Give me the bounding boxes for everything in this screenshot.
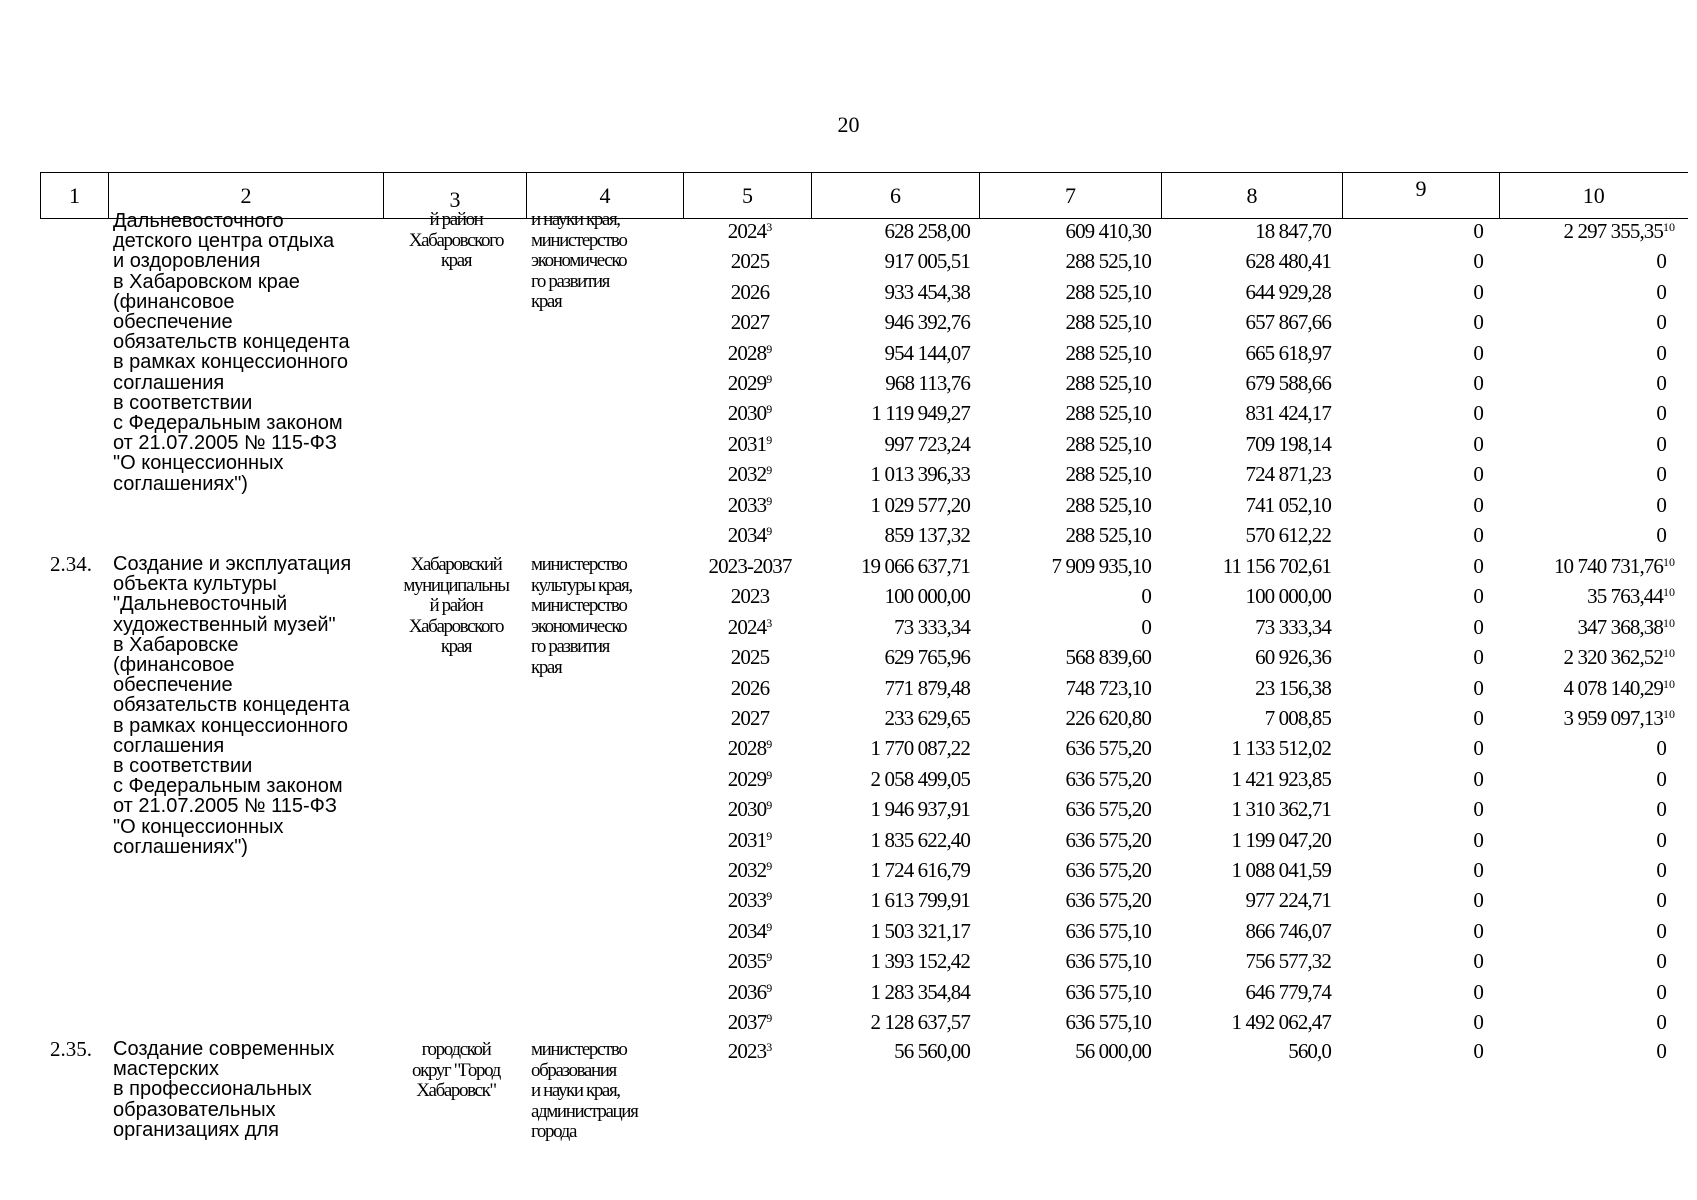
total-cell: 1 835 622,40 xyxy=(870,827,970,852)
year-cell: 2027 xyxy=(730,706,770,730)
federal-budget-cell: 288 525,10 xyxy=(1065,523,1151,547)
regional-budget-cell: 709 198,14 xyxy=(1245,431,1331,456)
regional-budget-cell: 628 480,41 xyxy=(1245,249,1331,274)
local-budget-cell: 0 xyxy=(1473,1010,1483,1034)
regional-budget-cell: 60 926,36 xyxy=(1255,645,1331,670)
regional-budget-cell: 100 000,00 xyxy=(1245,584,1331,609)
total-cell: 73 333,34 xyxy=(894,614,970,639)
federal-budget-cell: 0 xyxy=(1141,614,1151,639)
federal-budget-cell: 288 525,10 xyxy=(1065,249,1151,274)
total-cell: 1 119 949,27 xyxy=(871,401,970,426)
extrabudget-cell: 3 959 097,13$^{10}$ xyxy=(1563,706,1675,730)
measure-description: Создание и эксплуатация объекта культуры "Дальневосточный художественный музей" в Хабаровске (финансовое обеспечение обязательств концедента в рамках концессионного соглашения в соответствии с Федеральным законом от 21.07.2005 № 115-ФЗ "О концессионных соглашениях") xyxy=(113,553,352,858)
regional-budget-cell: 73 333,34 xyxy=(1255,614,1331,639)
measure-description: Создание современных мастерских в профессиональных образовательных организациях для xyxy=(113,1038,335,1141)
year-cell: 2024$^3$ xyxy=(727,219,773,243)
federal-budget-cell: 636 575,20 xyxy=(1065,766,1151,791)
regional-budget-cell: 1 421 923,85 xyxy=(1231,766,1331,791)
extrabudget-cell: 0 xyxy=(1656,827,1666,852)
regional-budget-cell: 1 492 062,47 xyxy=(1231,1010,1331,1034)
extrabudget-cell: 0 xyxy=(1656,401,1666,426)
year-cell: 2024$^3$ xyxy=(727,614,773,639)
federal-budget-cell: 288 525,10 xyxy=(1065,401,1151,426)
federal-budget-cell: 288 525,10 xyxy=(1065,492,1151,517)
regional-budget-cell: 831 424,17 xyxy=(1245,401,1331,426)
extrabudget-cell: 0 xyxy=(1656,492,1666,517)
total-cell: 954 144,07 xyxy=(884,340,970,365)
local-budget-cell: 0 xyxy=(1473,888,1483,913)
extrabudget-cell: 0 xyxy=(1656,1039,1666,1063)
local-budget-cell: 0 xyxy=(1473,979,1483,1004)
page-number: 20 xyxy=(837,112,860,137)
federal-budget-cell: 7 909 935,10 xyxy=(1051,554,1151,578)
table-row xyxy=(0,916,1697,946)
federal-budget-cell: 636 575,10 xyxy=(1065,1010,1151,1034)
table-row xyxy=(0,429,1697,459)
year-cell: 2033$^9$ xyxy=(727,888,773,913)
federal-budget-cell: 636 575,10 xyxy=(1065,918,1151,943)
extrabudget-cell: 0 xyxy=(1656,462,1666,487)
regional-budget-cell: 570 612,22 xyxy=(1245,523,1331,547)
extrabudget-cell: 0 xyxy=(1656,279,1666,304)
total-cell: 1 029 577,20 xyxy=(870,492,970,517)
local-budget-cell: 0 xyxy=(1473,827,1483,852)
table-row xyxy=(0,459,1697,489)
row-number: 2.35. xyxy=(50,1037,92,1061)
table-row xyxy=(0,520,1697,550)
local-budget-cell: 0 xyxy=(1473,645,1483,670)
executor-cell: и науки края, министерство экономическо го развития края xyxy=(531,209,627,312)
total-cell: 946 392,76 xyxy=(884,310,970,335)
table-row xyxy=(0,398,1697,428)
regional-budget-cell: 756 577,32 xyxy=(1245,949,1331,974)
total-cell: 629 765,96 xyxy=(884,645,970,670)
table-row xyxy=(0,855,1697,885)
regional-budget-cell: 644 929,28 xyxy=(1245,279,1331,304)
year-cell: 2026 xyxy=(730,675,770,700)
extrabudget-cell: 0 xyxy=(1656,766,1666,791)
federal-budget-cell: 636 575,20 xyxy=(1065,797,1151,822)
local-budget-cell: 0 xyxy=(1473,462,1483,487)
extrabudget-cell: 2 297 355,35$^{10}$ xyxy=(1563,219,1675,243)
federal-budget-cell: 288 525,10 xyxy=(1065,462,1151,487)
total-cell: 2 128 637,57 xyxy=(870,1010,970,1034)
local-budget-cell: 0 xyxy=(1473,219,1483,243)
regional-budget-cell: 679 588,66 xyxy=(1245,371,1331,395)
extrabudget-cell: 0 xyxy=(1656,340,1666,365)
local-budget-cell: 0 xyxy=(1473,614,1483,639)
federal-budget-cell: 288 525,10 xyxy=(1065,279,1151,304)
federal-budget-cell: 636 575,20 xyxy=(1065,736,1151,761)
header-col-6: 6 xyxy=(812,173,980,219)
extrabudget-cell: 0 xyxy=(1656,431,1666,456)
local-budget-cell: 0 xyxy=(1473,766,1483,791)
extrabudget-cell: 0 xyxy=(1656,310,1666,335)
total-cell: 771 879,48 xyxy=(884,675,970,700)
executor-cell: министерство культуры края, министерство экономическо го развития края xyxy=(531,554,632,678)
extrabudget-cell: 0 xyxy=(1656,797,1666,822)
extrabudget-cell: 0 xyxy=(1656,858,1666,882)
federal-budget-cell: 748 723,10 xyxy=(1065,675,1151,700)
header-col-5: 5 xyxy=(684,173,812,219)
table-row xyxy=(0,1036,1697,1066)
regional-budget-cell: 741 052,10 xyxy=(1245,492,1331,517)
regional-budget-cell: 1 133 512,02 xyxy=(1231,736,1331,761)
federal-budget-cell: 568 839,60 xyxy=(1065,645,1151,670)
regional-budget-cell: 7 008,85 xyxy=(1264,706,1331,730)
federal-budget-cell: 226 620,80 xyxy=(1065,706,1151,730)
table-row xyxy=(0,733,1697,763)
total-cell: 56 560,00 xyxy=(894,1039,970,1063)
year-cell: 2026 xyxy=(730,279,770,304)
regional-budget-cell: 560,0 xyxy=(1288,1039,1331,1063)
federal-budget-cell: 636 575,10 xyxy=(1065,949,1151,974)
total-cell: 933 454,38 xyxy=(884,279,970,304)
regional-budget-cell: 1 088 041,59 xyxy=(1231,858,1331,882)
regional-budget-cell: 11 156 702,61 xyxy=(1222,554,1331,578)
local-budget-cell: 0 xyxy=(1473,554,1483,578)
regional-budget-cell: 646 779,74 xyxy=(1245,979,1331,1004)
local-budget-cell: 0 xyxy=(1473,949,1483,974)
extrabudget-cell: 0 xyxy=(1656,523,1666,547)
year-cell: 2031$^9$ xyxy=(727,431,773,456)
local-budget-cell: 0 xyxy=(1473,736,1483,761)
year-cell: 2030$^9$ xyxy=(727,401,773,426)
extrabudget-cell: 4 078 140,29$^{10}$ xyxy=(1563,675,1675,700)
total-cell: 1 393 152,42 xyxy=(870,949,970,974)
header-col-3: 3 xyxy=(384,173,527,219)
local-budget-cell: 0 xyxy=(1473,675,1483,700)
year-cell: 2033$^9$ xyxy=(727,492,773,517)
local-budget-cell: 0 xyxy=(1473,523,1483,547)
total-cell: 1 503 321,17 xyxy=(870,918,970,943)
extrabudget-cell: 0 xyxy=(1656,1010,1666,1034)
executor-cell: министерство образования и науки края, администрация города xyxy=(531,1039,638,1142)
territory-cell: й район Хабаровского края xyxy=(408,209,504,271)
local-budget-cell: 0 xyxy=(1473,249,1483,274)
year-cell: 2028$^9$ xyxy=(727,736,773,761)
table-row xyxy=(0,246,1697,276)
total-cell: 628 258,00 xyxy=(884,219,970,243)
federal-budget-cell: 636 575,20 xyxy=(1065,827,1151,852)
total-cell: 100 000,00 xyxy=(884,584,970,609)
local-budget-cell: 0 xyxy=(1473,310,1483,335)
year-cell: 2027 xyxy=(730,310,770,335)
federal-budget-cell: 288 525,10 xyxy=(1065,340,1151,365)
total-cell: 1 283 354,84 xyxy=(870,979,970,1004)
year-cell: 2032$^9$ xyxy=(727,858,773,882)
federal-budget-cell: 0 xyxy=(1141,584,1151,609)
table-row xyxy=(0,673,1697,703)
total-cell: 1 770 087,22 xyxy=(870,736,970,761)
table-row xyxy=(0,703,1697,733)
local-budget-cell: 0 xyxy=(1473,279,1483,304)
table-row xyxy=(0,642,1697,672)
extrabudget-cell: 0 xyxy=(1656,249,1666,274)
table-row xyxy=(0,490,1697,520)
table-row xyxy=(0,885,1697,915)
extrabudget-cell: 0 xyxy=(1656,736,1666,761)
table-row xyxy=(0,368,1697,398)
total-cell: 19 066 637,71 xyxy=(860,554,970,578)
extrabudget-cell: 0 xyxy=(1656,949,1666,974)
federal-budget-cell: 288 525,10 xyxy=(1065,371,1151,395)
local-budget-cell: 0 xyxy=(1473,1039,1483,1063)
year-cell: 2037$^9$ xyxy=(727,1010,773,1034)
year-cell: 2029$^9$ xyxy=(727,766,773,791)
header-col-1: 1 xyxy=(41,173,109,219)
regional-budget-cell: 866 746,07 xyxy=(1245,918,1331,943)
extrabudget-cell: 347 368,38$^{10}$ xyxy=(1577,614,1675,639)
local-budget-cell: 0 xyxy=(1473,431,1483,456)
year-cell: 2023$^3$ xyxy=(727,1039,773,1063)
regional-budget-cell: 665 618,97 xyxy=(1245,340,1331,365)
territory-cell: Хабаровский муниципальны й район Хабаровского края xyxy=(403,554,509,657)
table-row xyxy=(0,977,1697,1007)
local-budget-cell: 0 xyxy=(1473,492,1483,517)
table-row xyxy=(0,216,1697,246)
year-cell: 2023 xyxy=(730,584,770,609)
total-cell: 2 058 499,05 xyxy=(870,766,970,791)
year-cell: 2025 xyxy=(730,645,770,670)
federal-budget-cell: 636 575,20 xyxy=(1065,888,1151,913)
total-cell: 233 629,65 xyxy=(884,706,970,730)
header-col-10: 10 xyxy=(1500,173,1688,219)
total-cell: 968 113,76 xyxy=(885,371,970,395)
regional-budget-cell: 724 871,23 xyxy=(1245,462,1331,487)
extrabudget-cell: 2 320 362,52$^{10}$ xyxy=(1563,645,1675,670)
measure-description: Дальневосточного детского центра отдыха и оздоровления в Хабаровском крае (финансовое обеспечение обязательств концедента в рамках концессионного соглашения в соответствии с Федеральным законом от 21.07.2005 № 115-ФЗ "О концессионных соглашениях") xyxy=(113,210,350,495)
regional-budget-cell: 977 224,71 xyxy=(1245,888,1331,913)
year-cell: 2035$^9$ xyxy=(727,949,773,974)
year-cell: 2029$^9$ xyxy=(727,371,773,395)
year-cell: 2031$^9$ xyxy=(727,827,773,852)
regional-budget-cell: 18 847,70 xyxy=(1255,219,1331,243)
header-col-4: 4 xyxy=(527,173,684,219)
extrabudget-cell: 0 xyxy=(1656,371,1666,395)
local-budget-cell: 0 xyxy=(1473,797,1483,822)
federal-budget-cell: 636 575,20 xyxy=(1065,858,1151,882)
header-col-9: 9 xyxy=(1343,173,1500,219)
row-number: 2.34. xyxy=(50,552,92,576)
local-budget-cell: 0 xyxy=(1473,584,1483,609)
total-cell: 1 613 799,91 xyxy=(870,888,970,913)
extrabudget-cell: 0 xyxy=(1656,918,1666,943)
federal-budget-cell: 56 000,00 xyxy=(1075,1039,1151,1063)
local-budget-cell: 0 xyxy=(1473,340,1483,365)
header-col-7: 7 xyxy=(980,173,1162,219)
year-cell: 2034$^9$ xyxy=(727,918,773,943)
table-row xyxy=(0,825,1697,855)
header-col-8: 8 xyxy=(1162,173,1343,219)
table-row xyxy=(0,551,1697,581)
federal-budget-cell: 288 525,10 xyxy=(1065,310,1151,335)
total-cell: 859 137,32 xyxy=(884,523,970,547)
header-col-2: 2 xyxy=(109,173,384,219)
regional-budget-cell: 1 310 362,71 xyxy=(1231,797,1331,822)
federal-budget-cell: 609 410,30 xyxy=(1065,219,1151,243)
total-cell: 997 723,24 xyxy=(884,431,970,456)
local-budget-cell: 0 xyxy=(1473,858,1483,882)
local-budget-cell: 0 xyxy=(1473,371,1483,395)
year-cell: 2028$^9$ xyxy=(727,340,773,365)
total-cell: 1 724 616,79 xyxy=(870,858,970,882)
table-row xyxy=(0,1007,1697,1037)
table-row xyxy=(0,307,1697,337)
table-row xyxy=(0,277,1697,307)
year-cell: 2032$^9$ xyxy=(727,462,773,487)
extrabudget-cell: 35 763,44$^{10}$ xyxy=(1587,584,1675,609)
table-row xyxy=(0,794,1697,824)
year-cell: 2034$^9$ xyxy=(727,523,773,547)
total-cell: 917 005,51 xyxy=(884,249,970,274)
total-cell: 1 013 396,33 xyxy=(870,462,970,487)
table-row xyxy=(0,764,1697,794)
local-budget-cell: 0 xyxy=(1473,706,1483,730)
table-row xyxy=(0,338,1697,368)
extrabudget-cell: 0 xyxy=(1656,979,1666,1004)
total-cell: 1 946 937,91 xyxy=(870,797,970,822)
extrabudget-cell: 0 xyxy=(1656,888,1666,913)
regional-budget-cell: 23 156,38 xyxy=(1255,675,1331,700)
regional-budget-cell: 1 199 047,20 xyxy=(1231,827,1331,852)
year-cell: 2023-2037 xyxy=(708,554,792,578)
year-cell: 2030$^9$ xyxy=(727,797,773,822)
federal-budget-cell: 288 525,10 xyxy=(1065,431,1151,456)
federal-budget-cell: 636 575,10 xyxy=(1065,979,1151,1004)
local-budget-cell: 0 xyxy=(1473,918,1483,943)
table-row xyxy=(0,581,1697,611)
table-row xyxy=(0,612,1697,642)
local-budget-cell: 0 xyxy=(1473,401,1483,426)
extrabudget-cell: 10 740 731,76$^{10}$ xyxy=(1553,554,1675,578)
territory-cell: городской округ "Город Хабаровск" xyxy=(412,1039,500,1101)
year-cell: 2036$^9$ xyxy=(727,979,773,1004)
year-cell: 2025 xyxy=(730,249,770,274)
regional-budget-cell: 657 867,66 xyxy=(1245,310,1331,335)
table-row xyxy=(0,946,1697,976)
